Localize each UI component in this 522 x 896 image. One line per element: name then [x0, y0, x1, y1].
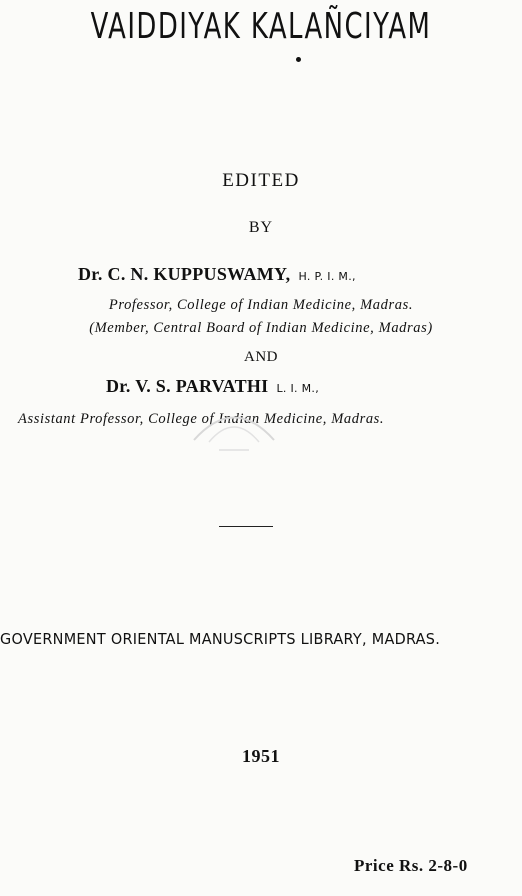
editor2-line [106, 376, 319, 397]
title-ornament-dot [296, 57, 301, 62]
publication-year: 1951 [242, 746, 280, 766]
editor1-membership: (Member, Central Board of Indian Medicine, Madras) [89, 320, 433, 336]
editor1-degree: H. P. I. M., [298, 270, 356, 283]
editor2-position: Assistant Professor, College of Indian Medicine, Madras. [18, 411, 385, 427]
and-label: AND [244, 349, 278, 365]
editor2-degree: L. I. M., [276, 382, 320, 395]
editor1-name: Dr. C. N. KUPPUSWAMY, [78, 264, 291, 284]
book-title: VAIDDIYAK KALAÑCIYAM [90, 6, 432, 47]
divider-rule [219, 526, 273, 527]
editor2-name: Dr. V. S. PARVATHI [106, 376, 269, 396]
editor1-position: Professor, College of Indian Medicine, Madras. [108, 297, 414, 313]
price: Price Rs. 2-8-0 [354, 856, 468, 875]
publisher: GOVERNMENT ORIENTAL MANUSCRIPTS LIBRARY, MADRAS. [0, 630, 441, 648]
by-label: BY [248, 219, 274, 236]
edited-label: EDITED [222, 170, 300, 191]
editor1-line [78, 264, 356, 285]
faint-library-seal [174, 400, 294, 460]
